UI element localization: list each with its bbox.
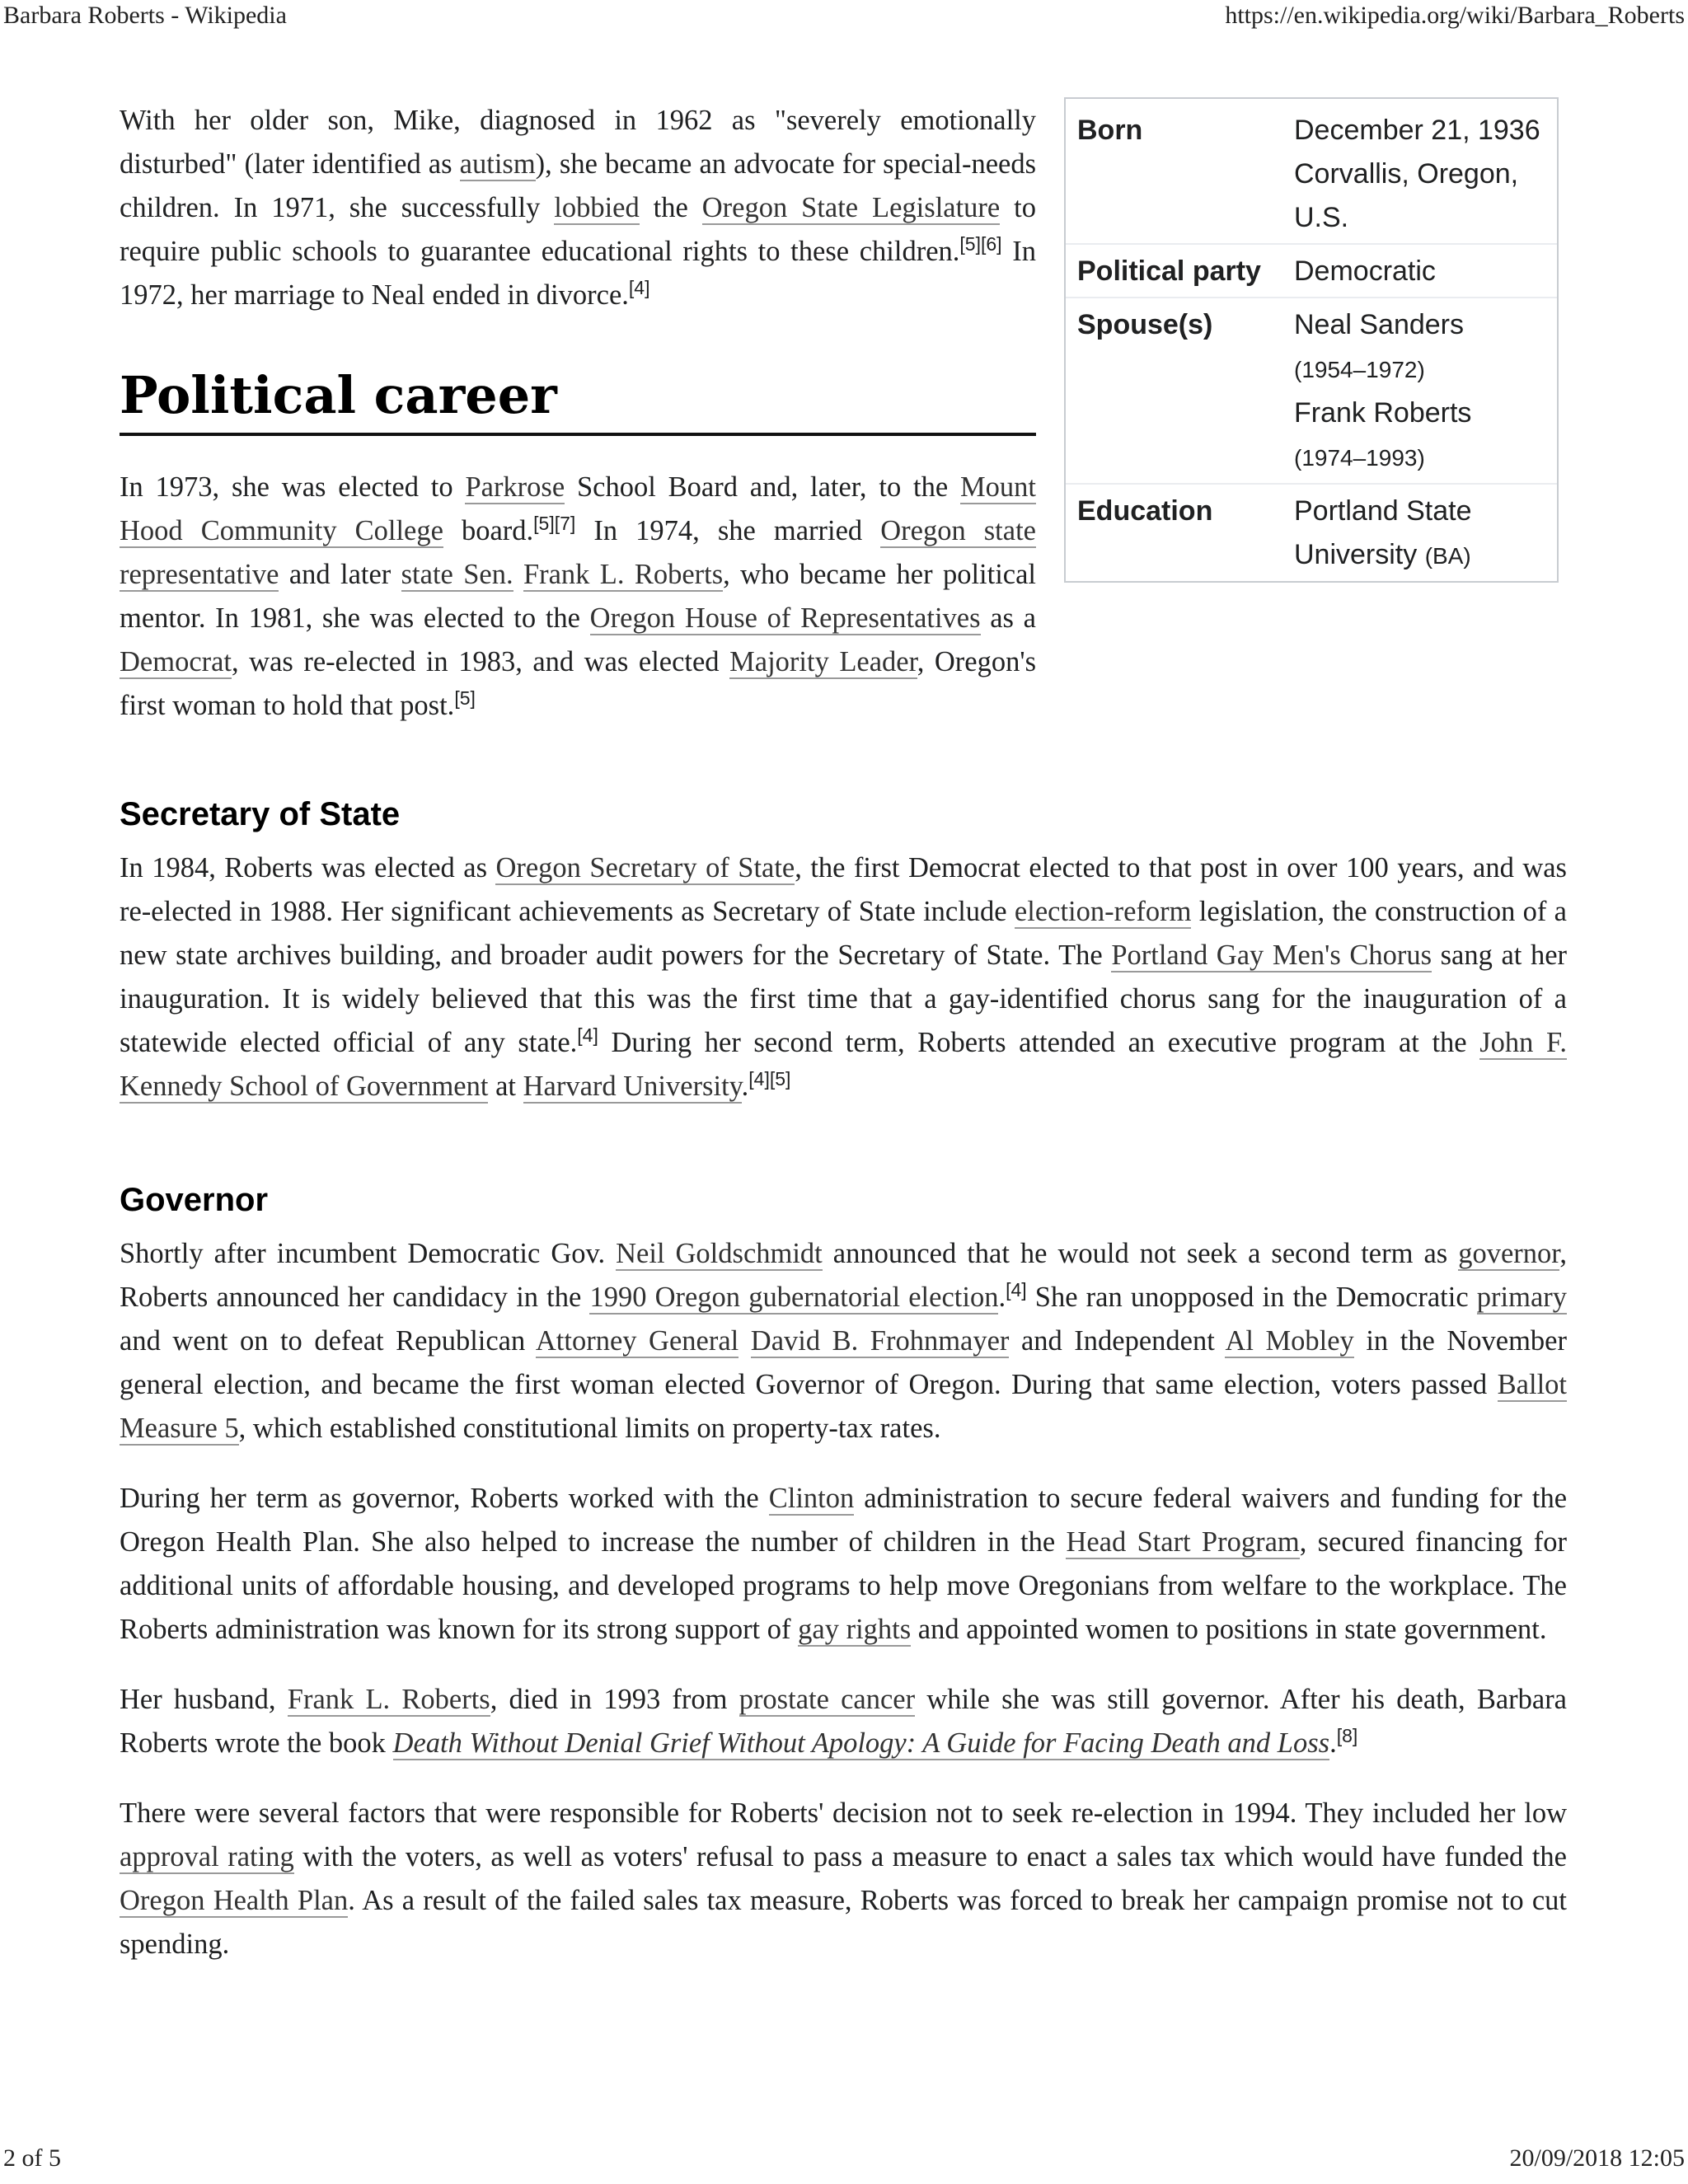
infobox-value-party: Democratic xyxy=(1294,255,1436,287)
governor-paragraph-4 xyxy=(120,1792,1567,1966)
text: , who became her political mentor. In 1981, she was elected to the xyxy=(120,559,1037,634)
text: . xyxy=(998,1282,1006,1313)
political-career-paragraph xyxy=(120,466,1036,728)
citation[interactable]: [4] xyxy=(628,277,650,298)
link-mount-hood-cc[interactable]: Mount Hood Community College xyxy=(120,471,1036,546)
infobox-label-education: Education xyxy=(1077,495,1213,527)
spouse1-name: Neal Sanders xyxy=(1294,309,1465,340)
text: , secured financing for additional units of affordable housing, and developed programs to help move Oregonians from welfare to the workplace. The Roberts administration was known for its strong support of xyxy=(120,1526,1567,1645)
link-harvard-university[interactable]: Harvard University xyxy=(523,1071,742,1102)
heading-political-career: Political career xyxy=(120,363,1036,436)
link-state-sen[interactable]: state Sen. xyxy=(401,559,513,590)
text: In 1974, she married xyxy=(575,515,881,546)
link-democrat[interactable]: Democrat xyxy=(120,646,232,677)
text: Her husband, xyxy=(120,1684,288,1715)
link-frank-l-roberts-2[interactable]: Frank L. Roberts xyxy=(287,1684,490,1715)
text: In 1972, her marriage to Neal ended in divorce. xyxy=(120,236,1036,311)
infobox-label-party: Political party xyxy=(1077,255,1261,287)
text: and appointed women to positions in state government. xyxy=(911,1614,1547,1645)
text: In 1984, Roberts was elected as xyxy=(120,852,496,883)
print-header xyxy=(0,2,1688,35)
citation[interactable]: [5][6] xyxy=(959,233,1002,255)
text: , was re-elected in 1983, and was elected xyxy=(232,646,730,677)
link-election-reform[interactable]: election-reform xyxy=(1014,896,1192,927)
text: and Independent xyxy=(1009,1325,1226,1357)
born-place: Corvallis, Oregon, U.S. xyxy=(1294,158,1519,233)
citation[interactable]: [4] xyxy=(1006,1279,1027,1301)
link-1990-election[interactable]: 1990 Oregon gubernatorial election xyxy=(589,1282,999,1313)
heading-secretary-of-state: Secretary of State xyxy=(120,796,401,832)
link-governor[interactable]: governor xyxy=(1458,1238,1560,1269)
link-gay-rights[interactable]: gay rights xyxy=(798,1614,912,1645)
text: , died in 1993 from xyxy=(490,1684,739,1715)
secretary-paragraph xyxy=(120,846,1567,1108)
article-content xyxy=(120,99,1567,1993)
text: in the November general election, and became the first woman elected Governor of Oregon. During that same election, voters passed xyxy=(120,1325,1567,1400)
print-header-url: https://en.wikipedia.org/wiki/Barbara_Roberts xyxy=(1225,2,1685,29)
link-book-title[interactable]: Death Without Denial Grief Without Apology: A Guide for Facing Death and Loss xyxy=(392,1727,1330,1759)
governor-paragraph-2 xyxy=(120,1477,1567,1652)
link-oregon-state-representative[interactable]: Oregon state representative xyxy=(120,515,1036,590)
citation[interactable]: [8] xyxy=(1336,1725,1358,1746)
text: She ran unopposed in the Democratic xyxy=(1026,1282,1477,1313)
text: , Oregon's first woman to hold that post. xyxy=(120,646,1036,721)
print-footer-page: 2 of 5 xyxy=(3,2144,61,2172)
governor-paragraph-3 xyxy=(120,1678,1567,1765)
heading-governor: Governor xyxy=(120,1182,269,1218)
text: announced that he would not seek a second term as xyxy=(822,1238,1459,1269)
link-david-frohnmayer[interactable]: David B. Frohnmayer xyxy=(750,1325,1010,1357)
narrow-column xyxy=(120,99,1567,728)
citation[interactable]: [5] xyxy=(454,687,476,709)
text: while she was still governor. After his death, Barbara Roberts wrote the book xyxy=(120,1684,1567,1759)
text: , Roberts announced her candidacy in the xyxy=(120,1238,1567,1313)
text: at xyxy=(488,1071,523,1102)
link-head-start-program[interactable]: Head Start Program xyxy=(1066,1526,1300,1558)
text: with the voters, as well as voters' refusal to pass a measure to enact a sales tax which would have funded the xyxy=(293,1841,1567,1872)
born-date: December 21, 1936 xyxy=(1294,115,1540,146)
spouse1-years: (1954–1972) xyxy=(1294,357,1425,382)
link-autism[interactable]: autism xyxy=(459,148,536,180)
text: There were several factors that were responsible for Roberts' decision not to seek re-election in 1994. They included her low xyxy=(120,1797,1567,1829)
text: ), she became an advocate for special-needs children. In 1971, she successfully xyxy=(120,148,1037,223)
link-approval-rating[interactable]: approval rating xyxy=(120,1841,294,1872)
text xyxy=(738,1325,751,1357)
text: During her term as governor, Roberts worked with the xyxy=(120,1483,769,1514)
print-footer xyxy=(0,2144,1688,2177)
link-majority-leader[interactable]: Majority Leader xyxy=(729,646,917,677)
link-oregon-state-legislature[interactable]: Oregon State Legislature xyxy=(701,192,1001,223)
text: administration to secure federal waivers and funding for the Oregon Health Plan. She also helped to increase the number of children in the xyxy=(120,1483,1568,1558)
link-frank-l-roberts[interactable]: Frank L. Roberts xyxy=(523,559,724,590)
print-footer-datetime: 20/09/2018 12:05 xyxy=(1509,2144,1685,2172)
citation[interactable]: [5][7] xyxy=(533,513,576,534)
text: sang at her inauguration. It is widely believed that this was the first time that a gay-identified chorus sang for the inauguration of a statewide elected official of any state. xyxy=(120,940,1567,1058)
link-portland-gay-mens-chorus[interactable]: Portland Gay Men's Chorus xyxy=(1111,940,1432,971)
intro-paragraph xyxy=(120,99,1036,317)
link-primary[interactable]: primary xyxy=(1476,1282,1568,1313)
print-header-title: Barbara Roberts - Wikipedia xyxy=(3,2,287,29)
infobox-label-born: Born xyxy=(1077,115,1143,146)
governor-paragraph-1 xyxy=(120,1232,1567,1451)
spouse2-name: Frank Roberts xyxy=(1294,397,1472,429)
link-oregon-house[interactable]: Oregon House of Representatives xyxy=(589,602,981,634)
link-prostate-cancer[interactable]: prostate cancer xyxy=(738,1684,916,1715)
text: and went on to defeat Republican xyxy=(120,1325,536,1357)
text: legislation, the construction of a new state archives building, and broader audit powers for the Secretary of State. The xyxy=(120,896,1567,971)
text: the xyxy=(639,192,702,223)
spouse2-years: (1974–1993) xyxy=(1294,445,1425,471)
link-kennedy-school[interactable]: John F. Kennedy School of Government xyxy=(120,1027,1568,1102)
link-parkrose[interactable]: Parkrose xyxy=(465,471,565,503)
education-degree: (BA) xyxy=(1424,543,1471,569)
link-attorney-general[interactable]: Attorney General xyxy=(535,1325,739,1357)
education-school: Portland State University xyxy=(1294,495,1472,570)
text: , which established constitutional limits on property-tax rates. xyxy=(238,1413,941,1444)
link-lobbied[interactable]: lobbied xyxy=(554,192,640,223)
text: With her older son, Mike, diagnosed in 1962 as "severely emotionally disturbed" (later identified as xyxy=(120,105,1036,180)
text: as a xyxy=(980,602,1036,634)
infobox-label-spouse: Spouse(s) xyxy=(1077,309,1213,340)
link-oregon-health-plan[interactable]: Oregon Health Plan xyxy=(120,1885,349,1916)
text: During her second term, Roberts attended an executive program at the xyxy=(598,1027,1480,1058)
text: . xyxy=(1329,1727,1337,1759)
link-clinton[interactable]: Clinton xyxy=(768,1483,855,1514)
link-neil-goldschmidt[interactable]: Neil Goldschmidt xyxy=(616,1238,823,1269)
text: Shortly after incumbent Democratic Gov. xyxy=(120,1238,617,1269)
text xyxy=(513,559,523,590)
text: . xyxy=(741,1071,749,1102)
text: to require public schools to guarantee educational rights to these children. xyxy=(120,192,1036,267)
text: board. xyxy=(443,515,534,546)
citation[interactable]: [4][5] xyxy=(748,1068,791,1090)
text: In 1973, she was elected to xyxy=(120,471,466,503)
link-oregon-secretary-of-state[interactable]: Oregon Secretary of State xyxy=(495,852,795,883)
text: . As a result of the failed sales tax measure, Roberts was forced to break her campaign promise not to cut spending. xyxy=(120,1885,1568,1960)
text: School Board and, later, to the xyxy=(565,471,960,503)
citation[interactable]: [4] xyxy=(577,1024,598,1046)
text: and later xyxy=(279,559,401,590)
link-ballot-measure-5[interactable]: Ballot Measure 5 xyxy=(120,1369,1567,1444)
text: , the first Democrat elected to that post in over 100 years, and was re-elected in 1988. Her significant achievements as Secretary of State include xyxy=(120,852,1567,927)
link-al-mobley[interactable]: Al Mobley xyxy=(1225,1325,1354,1357)
